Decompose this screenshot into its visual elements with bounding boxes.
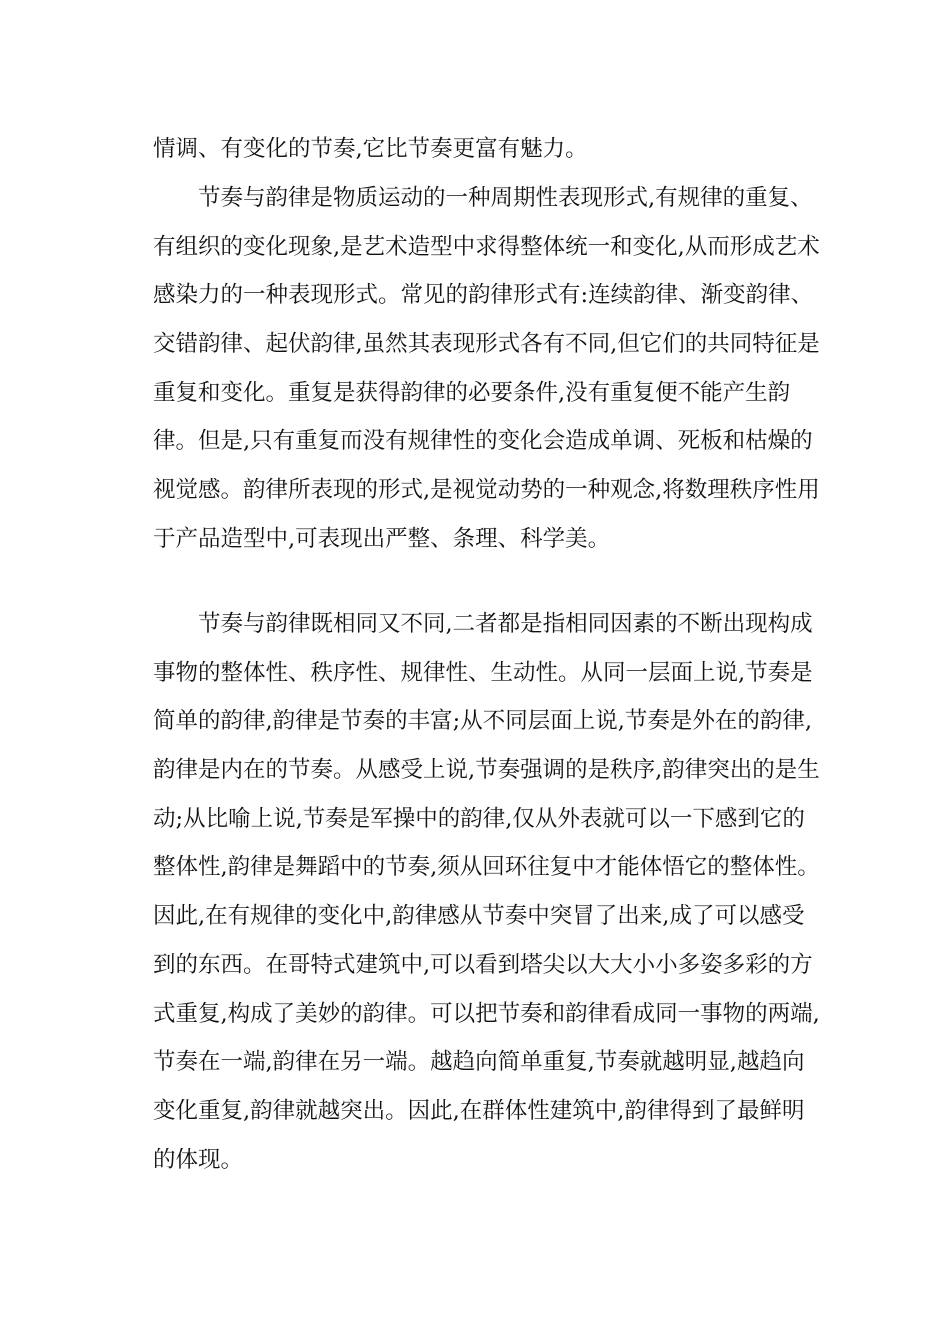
text-line: 节奏在一端,韵律在另一端。越趋向简单重复,节奏就越明显,越趋向 <box>153 1049 805 1076</box>
text-line: 重复和变化。重复是获得韵律的必要条件,没有重复便不能产生韵 <box>153 379 791 406</box>
paragraph-continuation <box>153 125 833 174</box>
text-line: 到的东西。在哥特式建筑中,可以看到塔尖以大大小小多姿多彩的方 <box>153 951 813 978</box>
text-line: 于产品造型中,可表现出严整、条理、科学美。 <box>153 525 611 552</box>
text-line: 节奏与韵律是物质运动的一种周期性表现形式,有规律的重复、 <box>198 185 813 211</box>
text-line: 节奏与韵律既相同又不同,二者都是指相同因素的不断出现构成 <box>198 611 813 637</box>
text-line: 感染力的一种表现形式。常见的韵律形式有:连续韵律、渐变韵律、 <box>153 282 814 309</box>
text-line: 变化重复,韵律就越突出。因此,在群体性建筑中,韵律得到了最鲜明 <box>153 1097 805 1124</box>
paragraph-rhythm-definition <box>153 174 833 564</box>
text-line: 因此,在有规律的变化中,韵律感从节奏中突冒了出来,成了可以感受 <box>153 903 805 930</box>
text-line: 动;从比喻上说,节奏是军操中的韵律,仅从外表就可以一下感到它的 <box>153 805 805 832</box>
text-line: 交错韵律、起伏韵律,虽然其表现形式各有不同,但它们的共同特征是 <box>153 331 820 358</box>
text-line: 视觉感。韵律所表现的形式,是视觉动势的一种观念,将数理秩序性用 <box>153 477 820 504</box>
text-line: 有组织的变化现象,是艺术造型中求得整体统一和变化,从而形成艺术 <box>153 233 820 260</box>
text-line: 韵律是内在的节奏。从感受上说,节奏强调的是秩序,韵律突出的是生 <box>153 757 820 784</box>
text-line: 律。但是,只有重复而没有规律性的变化会造成单调、死板和枯燥的 <box>153 428 813 455</box>
paragraph-rhythm-comparison <box>153 600 833 1184</box>
text-line: 情调、有变化的节奏,它比节奏更富有魅力。 <box>153 136 588 162</box>
text-line: 事物的整体性、秩序性、规律性、生动性。从同一层面上说,节奏是 <box>153 659 813 686</box>
text-line: 式重复,构成了美妙的韵律。可以把节奏和韵律看成同一事物的两端, <box>153 1000 820 1027</box>
text-line: 简单的韵律,韵律是节奏的丰富;从不同层面上说,节奏是外在的韵律, <box>153 708 813 735</box>
text-line: 整体性,韵律是舞蹈中的节奏,须从回环往复中才能体悟它的整体性。 <box>153 854 820 881</box>
text-line: 的体现。 <box>153 1146 244 1173</box>
